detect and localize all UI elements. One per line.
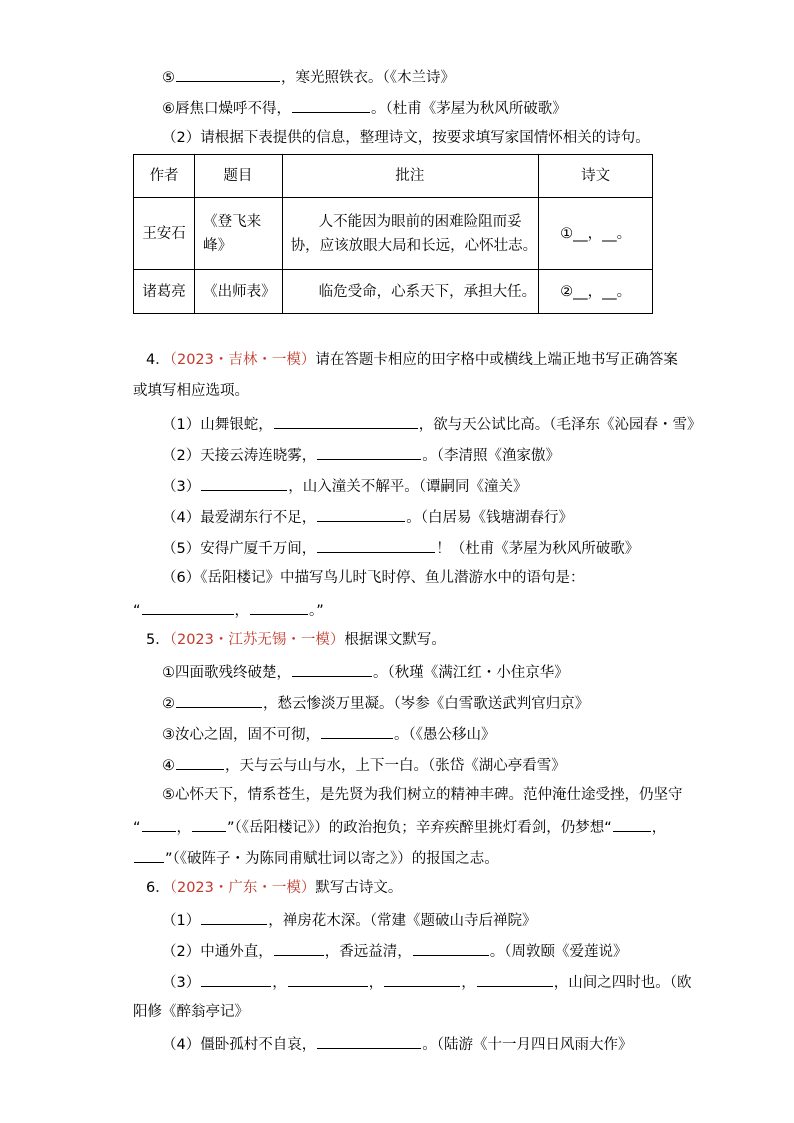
answer-blank[interactable] <box>384 971 460 987</box>
item-text: 。（白居易《钱塘湖春行》 <box>406 510 573 526</box>
question-intro: 请在答题卡相应的田字格中或横线上端正地书写正确答案 <box>315 352 678 368</box>
item-text: （5）安得广厦千万间， <box>162 541 317 557</box>
q5-item4 <box>162 754 566 776</box>
answer-blank[interactable] <box>317 506 405 522</box>
q4-item4 <box>162 506 573 528</box>
answer-blank[interactable] <box>201 909 267 925</box>
answer-blank[interactable] <box>142 816 176 832</box>
q4-item3 <box>162 475 527 497</box>
q5-item5-line3 <box>133 847 499 869</box>
item-text: ，禅房花木深。（常建《题破山寺后禅院》 <box>268 913 537 929</box>
poem-table <box>133 154 653 314</box>
punct: ， <box>368 975 384 991</box>
item-text: ，香远益清， <box>324 944 412 960</box>
answer-blank[interactable] <box>176 754 224 770</box>
answer-blank[interactable] <box>176 692 262 708</box>
cell-title <box>195 198 282 270</box>
q4-item2 <box>162 444 560 466</box>
item-text: （2）天接云涛连晓雾， <box>162 448 317 464</box>
item-text: （1）山舞银蛇， <box>162 417 273 433</box>
q6-heading <box>146 878 402 898</box>
cell-author: 诸葛亮 <box>134 270 195 314</box>
item-text: 。（李清照《渔家傲》 <box>422 448 560 464</box>
q6-item3-cont: 阳修《醉翁亭记》 <box>133 1004 249 1020</box>
title-line: 峰》 <box>203 237 233 254</box>
q3-part2: （2）请根据下表提供的信息，整理诗文，按要求填写家国情怀相关的诗句。 <box>162 130 650 146</box>
question-number: 5． <box>146 632 170 648</box>
item-text: 。（秋瑾《满江红・小住京华》 <box>373 665 569 681</box>
answer-blank[interactable] <box>201 475 287 491</box>
note-line: 协，应该放眼大局和长远，心怀壮志。 <box>290 237 538 254</box>
question-source: （2023・吉林・一模） <box>169 352 316 368</box>
item-text: （3） <box>162 479 201 495</box>
item-text: ③汝心之固，固不可彻， <box>162 727 320 743</box>
answer-blank[interactable] <box>176 66 280 82</box>
question-source: （2023・广东・一模） <box>169 880 316 896</box>
item-text: （4）僵卧孤村不自哀， <box>162 1037 317 1053</box>
item-text: （2）中通外直， <box>162 944 273 960</box>
question-intro: 根据课文默写。 <box>344 632 446 648</box>
table-row <box>134 270 653 314</box>
item-text: （4）最爱湖东行不足， <box>162 510 317 526</box>
item-text: ”（《岳阳楼记》）的政治抱负；辛弃疾醉里挑灯看剑，仍梦想“ <box>227 820 612 836</box>
answer-blank[interactable] <box>201 971 271 987</box>
answer-blank[interactable] <box>292 97 370 113</box>
q5-item2 <box>162 692 589 714</box>
answer-blank[interactable] <box>317 1033 421 1049</box>
cell-note: 临危受命，心系天下，承担大任。 <box>282 270 539 314</box>
item-text: ，天与云与山与水，上下一白。（张岱《湖心亭看雪》 <box>225 758 566 774</box>
q4-heading <box>146 350 678 370</box>
q3-item5 <box>162 66 455 88</box>
answer-blank[interactable] <box>142 599 234 615</box>
item-text: 。（陆游《十一月四日风雨大作》 <box>422 1037 633 1053</box>
item-text: ！（杜甫《茅屋为秋风所破歌》 <box>436 541 640 557</box>
header-note: 批注 <box>282 155 539 198</box>
q6-item3 <box>162 971 691 993</box>
header-title: 题目 <box>195 155 282 198</box>
question-source: （2023・江苏无锡・一模） <box>169 632 345 648</box>
item-text: ⑥唇焦口燥呼不得， <box>162 101 291 117</box>
q4-intro-cont: 或填写相应选项。 <box>133 383 249 399</box>
answer-blank[interactable] <box>317 444 421 460</box>
q4-item6-answer <box>133 599 324 621</box>
punct: ， <box>234 603 250 619</box>
question-intro: 默写古诗文。 <box>315 880 403 896</box>
item-text: ”（《破阵子・为陈同甫赋壮词以寄之》）的报国之志。 <box>165 851 499 867</box>
q6-item4 <box>162 1033 632 1055</box>
answer-blank[interactable] <box>250 599 308 615</box>
q5-heading <box>146 630 446 650</box>
answer-blank[interactable] <box>413 940 489 956</box>
punct: ， <box>176 820 192 836</box>
cell-note <box>282 198 539 270</box>
punct: 。” <box>309 603 324 619</box>
item-text: ② <box>162 696 175 712</box>
answer-blank[interactable] <box>292 661 372 677</box>
item-text: 。（杜甫《茅屋为秋风所破歌》 <box>371 101 567 117</box>
item-text: （1） <box>162 913 201 929</box>
item-text: ，愁云惨淡万里凝。（岑参《白雪歌送武判官归京》 <box>263 696 590 712</box>
header-poem: 诗文 <box>539 155 653 198</box>
note-line: 人不能因为眼前的困难险阻而妥 <box>318 213 522 230</box>
item-text: ①四面歌残终破楚， <box>162 665 291 681</box>
item-text: ，山入潼关不解平。（谭嗣同《潼关》 <box>288 479 528 495</box>
answer-blank[interactable] <box>613 816 651 832</box>
item-text: （3） <box>162 975 201 991</box>
q4-item6: （6）《岳阳楼记》中描写鸟儿时飞时停、鱼儿潜游水中的语句是： <box>162 570 585 586</box>
cell-title: 《出师表》 <box>195 270 282 314</box>
item-text: ，山间之四时也。（欧 <box>553 975 692 991</box>
punct: ， <box>461 975 476 991</box>
answer-blank[interactable] <box>477 971 553 987</box>
item-text: ，寒光照铁衣。（《木兰诗》 <box>281 70 455 86</box>
q3-item6 <box>162 97 567 119</box>
q4-item1 <box>162 413 701 435</box>
q6-item2 <box>162 940 627 962</box>
answer-blank[interactable] <box>288 971 368 987</box>
item-text: ④ <box>162 758 175 774</box>
punct: ， <box>272 975 287 991</box>
answer-blank[interactable] <box>134 847 164 863</box>
cell-author: 王安石 <box>134 198 195 270</box>
item-prefix: ⑤ <box>162 70 175 86</box>
question-number: 6． <box>146 880 170 896</box>
cell-poem[interactable]: ①__，__。 <box>539 198 653 270</box>
q6-item1 <box>162 909 536 931</box>
answer-blank[interactable] <box>192 816 226 832</box>
q5-item1 <box>162 661 569 683</box>
answer-blank[interactable] <box>317 537 435 553</box>
punct: ， <box>651 820 667 836</box>
quote-mark: “ <box>133 820 141 836</box>
item-text: 。（周敦颐《爱莲说》 <box>489 944 628 960</box>
q4-item5 <box>162 537 639 559</box>
question-number: 4． <box>146 352 170 368</box>
q5-item3 <box>162 723 496 745</box>
title-line: 《登飞来 <box>203 213 262 230</box>
q5-item5: ⑤心怀天下，情系苍生，是先贤为我们树立的精神丰碑。范仲淹仕途受挫，仍坚守 <box>162 787 683 803</box>
table-row <box>134 198 653 270</box>
item-text: 。（《愚公移山》 <box>394 727 496 743</box>
q5-item5-line2 <box>133 816 666 838</box>
quote-mark: “ <box>133 603 141 619</box>
cell-poem[interactable]: ②__，__。 <box>539 270 653 314</box>
answer-blank[interactable] <box>274 413 418 429</box>
table-header-row <box>134 155 653 198</box>
answer-blank[interactable] <box>274 940 324 956</box>
header-author: 作者 <box>134 155 195 198</box>
answer-blank[interactable] <box>321 723 393 739</box>
item-text: ，欲与天公试比高。（毛泽东《沁园春・雪》 <box>418 417 702 433</box>
